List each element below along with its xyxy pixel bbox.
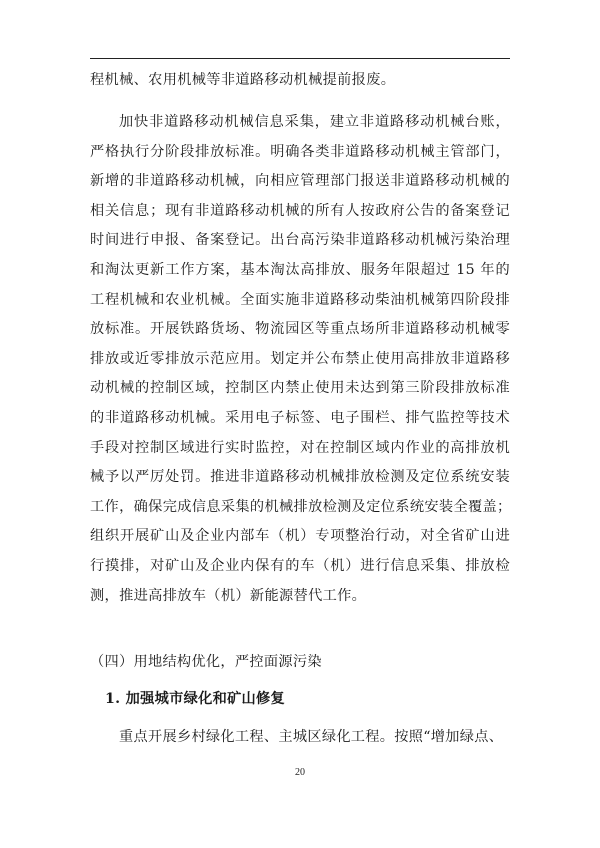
header-rule: [90, 58, 510, 59]
paragraph-line: 手段对控制区域进行实时监控，对在控制区域内作业的高排放机: [90, 439, 510, 456]
paragraph-line: 工程机械和农业机械。全面实施非道路移动柴油机械第四阶段排: [90, 291, 510, 308]
paragraph-line: 动机械的控制区域，控制区内禁止使用未达到第三阶段排放标准: [90, 380, 510, 397]
paragraph-line: 放标准。开展铁路货场、物流园区等重点场所非道路移动机械零: [90, 321, 510, 338]
paragraph-line: 测，推进高排放车（机）新能源替代工作。: [90, 587, 367, 604]
paragraph-line: 相关信息；现有非道路移动机械的所有人按政府公告的备案登记: [90, 202, 510, 219]
paragraph-line: 新增的非道路移动机械，向相应管理部门报送非道路移动机械的: [90, 173, 510, 190]
paragraph-line: 行摸排，对矿山及企业内保有的车（机）进行信息采集、排放检: [90, 557, 510, 574]
paragraph-line: 时间进行申报、备案登记。出台高污染非道路移动机械污染治理: [90, 232, 510, 249]
subsection-heading: 1. 加强城市绿化和矿山修复: [105, 691, 286, 707]
paragraph-line: 组织开展矿山及企业内部车（机）专项整治行动，对全省矿山进: [90, 528, 510, 545]
paragraph-line: 的非道路移动机械。采用电子标签、电子围栏、排气监控等技术: [90, 409, 510, 426]
section-heading: （四）用地结构优化，严控面源污染: [90, 654, 322, 670]
paragraph-line: 械予以严厉处罚。推进非道路移动机械排放检测及定位系统安装: [90, 469, 510, 486]
paragraph-line: 加快非道路移动机械信息采集，建立非道路移动机械台账，: [119, 114, 510, 130]
paragraph-line: 排放或近零排放示范应用。划定并公布禁止使用高排放非道路移: [90, 350, 510, 367]
page-number: 20: [295, 767, 305, 778]
paragraph-greening-first-line: 重点开展乡村绿化工程、主城区绿化工程。按照“增加绿点、: [119, 729, 504, 745]
paragraph-line: 和淘汰更新工作方案，基本淘汰高排放、服务年限超过 15 年的: [90, 261, 510, 278]
paragraph-line: 工作，确保完成信息采集的机械排放检测及定位系统安装全覆盖；: [90, 498, 512, 515]
paragraph-line: 严格执行分阶段排放标准。明确各类非道路移动机械主管部门，: [90, 143, 510, 160]
paragraph-non-road-machinery: [90, 108, 510, 611]
continuation-line: 程机械、农用机械等非道路移动机械提前报废。: [90, 72, 396, 88]
